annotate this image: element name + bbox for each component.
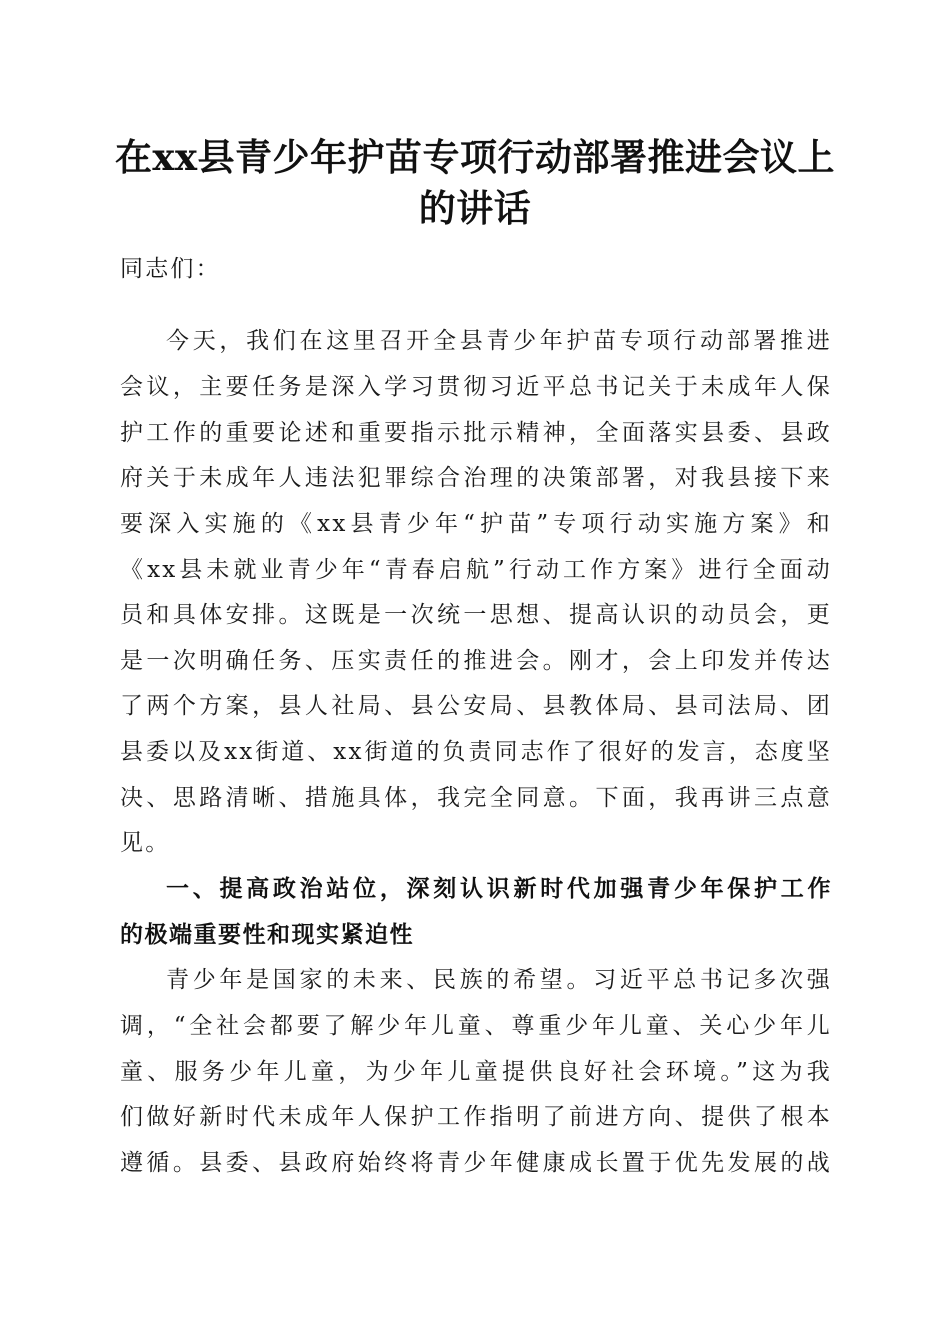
- paragraph-1-line: 县委以及xx街道、xx街道的负责同志作了很好的发言，态度坚: [120, 739, 832, 765]
- document-title-line-1: 在xx县青少年护苗专项行动部署推进会议上: [114, 135, 836, 179]
- paragraph-1-line: 是一次明确任务、压实责任的推进会。刚才，会上印发并传达: [120, 648, 832, 674]
- paragraph-1-line: 要深入实施的《xx县青少年“护苗”专项行动实施方案》和: [120, 511, 832, 537]
- paragraph-1-line: 今天，我们在这里召开全县青少年护苗专项行动部署推进: [166, 328, 832, 354]
- salutation: 同志们：: [120, 256, 221, 282]
- paragraph-2-line: 童、服务少年儿童，为少年儿童提供良好社会环境。”这为我: [120, 1059, 832, 1085]
- paragraph-2-line: 遵循。县委、县政府始终将青少年健康成长置于优先发展的战: [120, 1150, 832, 1176]
- paragraph-1-line: 会议，主要任务是深入学习贯彻习近平总书记关于未成年人保: [120, 374, 832, 400]
- section-1-heading-line: 一、提高政治站位，深刻认识新时代加强青少年保护工作: [166, 876, 832, 902]
- paragraph-2-line: 青少年是国家的未来、民族的希望。习近平总书记多次强: [166, 967, 832, 993]
- section-1-heading-line: 的极端重要性和现实紧迫性: [120, 922, 414, 948]
- paragraph-1-line: 《xx县未就业青少年“青春启航”行动工作方案》进行全面动: [120, 557, 832, 583]
- paragraph-1-line: 员和具体安排。这既是一次统一思想、提高认识的动员会，更: [120, 602, 832, 628]
- paragraph-2-line: 调，“全社会都要了解少年儿童、尊重少年儿童、关心少年儿: [120, 1013, 832, 1039]
- paragraph-1-line: 府关于未成年人违法犯罪综合治理的决策部署，对我县接下来: [120, 465, 832, 491]
- paragraph-1-line: 了两个方案，县人社局、县公安局、县教体局、县司法局、团: [120, 693, 832, 719]
- paragraph-1-line: 决、思路清晰、措施具体，我完全同意。下面，我再讲三点意: [120, 785, 832, 811]
- document-title-line-2: 的讲话: [418, 186, 532, 230]
- paragraph-1-line: 护工作的重要论述和重要指示批示精神，全面落实县委、县政: [120, 420, 832, 446]
- paragraph-1-line: 见。: [120, 830, 171, 856]
- paragraph-2-line: 们做好新时代未成年人保护工作指明了前进方向、提供了根本: [120, 1104, 832, 1130]
